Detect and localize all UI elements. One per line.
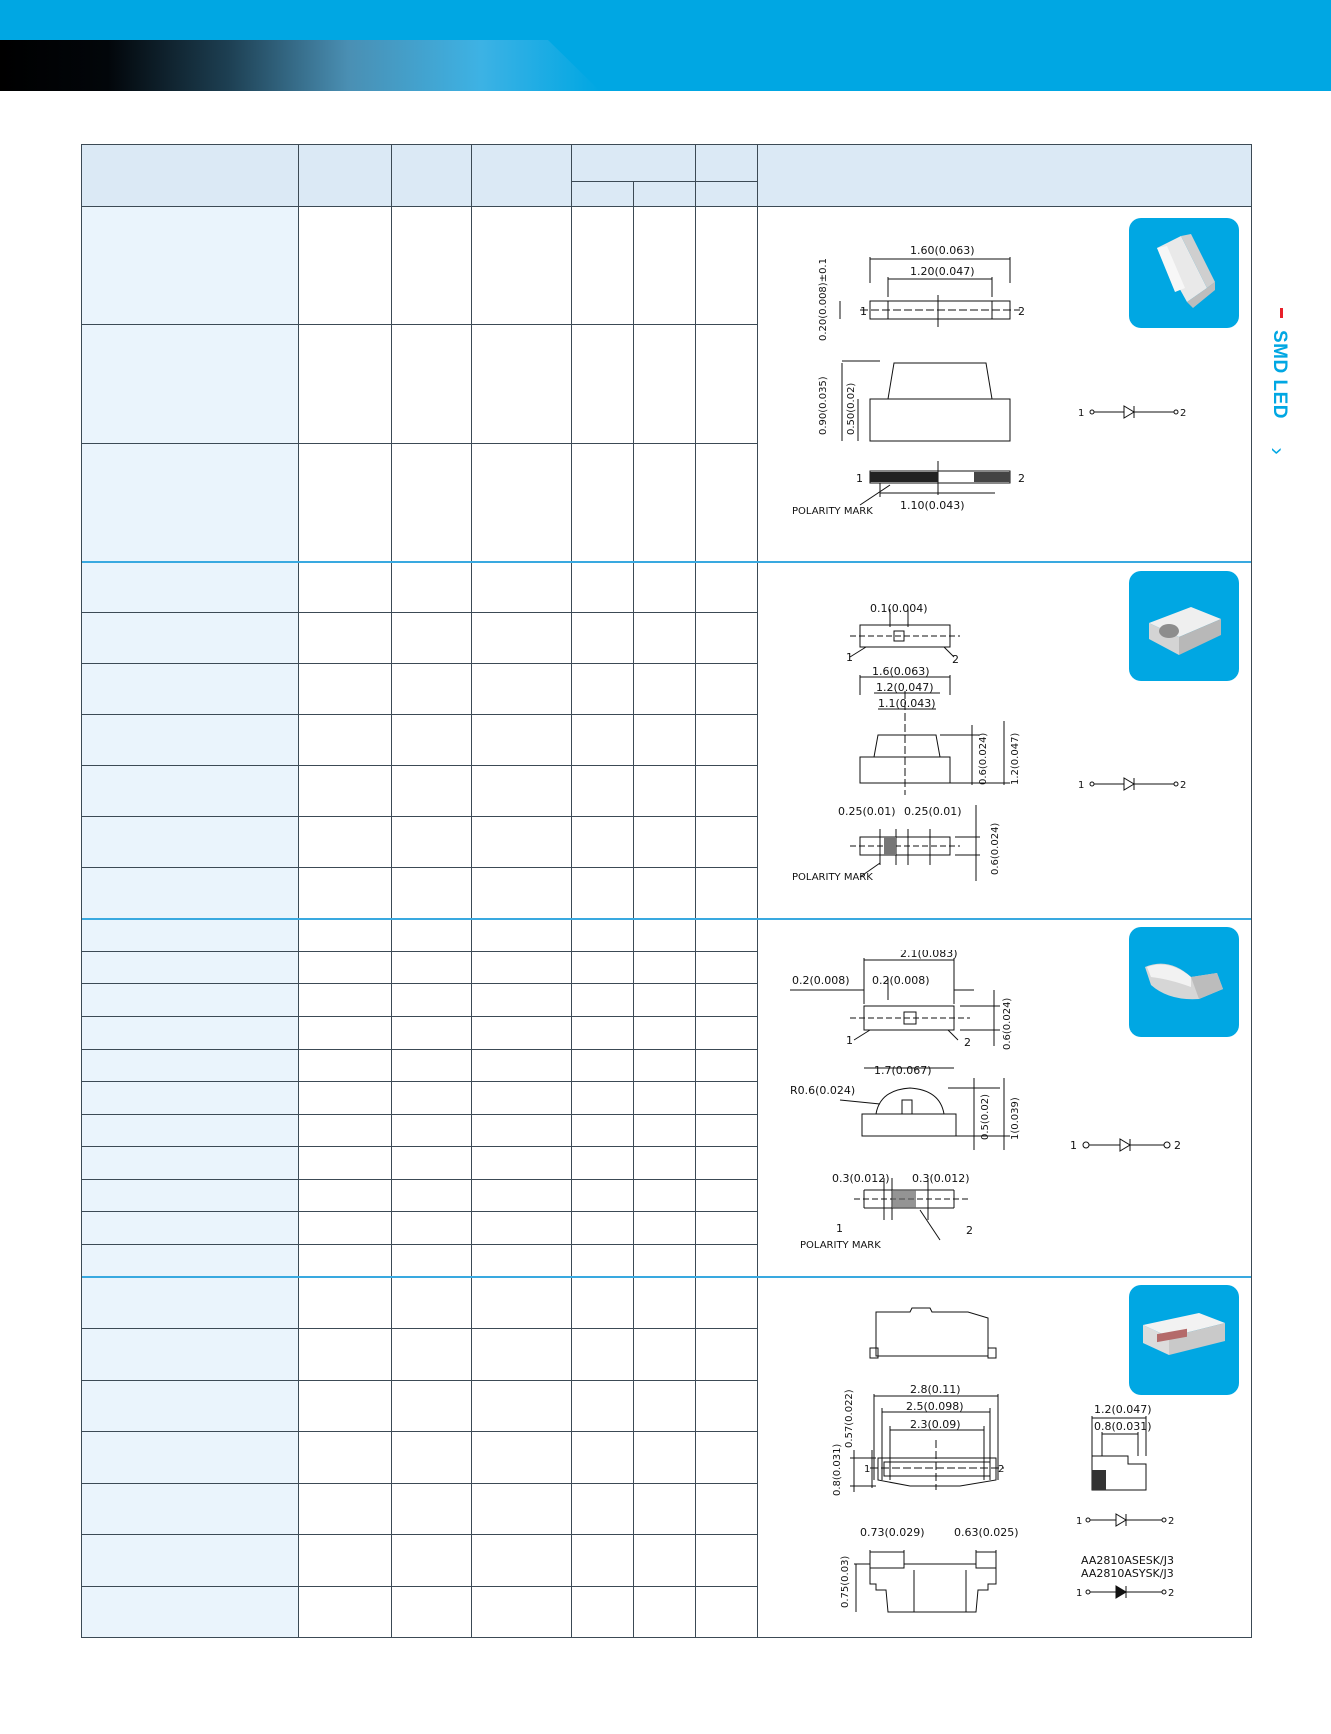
svg-text:0.25(0.01): 0.25(0.01) [904,805,962,818]
side-view-drawing-4 [1076,1400,1196,1510]
dimension-drawing-2 [770,595,1040,895]
svg-text:0.57(0.022): 0.57(0.022) [844,1389,855,1448]
svg-text:0.6(0.024): 0.6(0.024) [978,732,989,785]
svg-text:2: 2 [1180,408,1187,419]
chevron-right-icon: › [1265,447,1291,455]
svg-text:2: 2 [1168,1588,1175,1599]
table-header [82,145,1251,206]
side-tab[interactable] [1265,308,1302,468]
svg-text:2: 2 [1180,780,1187,791]
svg-text:1: 1 [836,1222,843,1235]
svg-text:1: 1 [856,472,863,485]
svg-text:0.2(0.008): 0.2(0.008) [872,974,930,987]
svg-text:2.1(0.083): 2.1(0.083) [900,950,958,960]
product-photo-4 [1129,1285,1239,1395]
svg-text:0.25(0.01): 0.25(0.01) [838,805,896,818]
svg-text:1: 1 [846,651,853,664]
diode-symbols-4 [1076,1508,1206,1618]
svg-text:1.1(0.043): 1.1(0.043) [878,697,936,710]
svg-text:1.2(0.047): 1.2(0.047) [876,681,934,694]
svg-text:POLARITY MARK: POLARITY MARK [792,872,873,883]
svg-text:1.20(0.047): 1.20(0.047) [910,265,975,278]
svg-text:1: 1 [1070,1139,1077,1152]
svg-text:1.7(0.067): 1.7(0.067) [874,1064,932,1077]
svg-text:2: 2 [1168,1516,1175,1527]
svg-text:1.6(0.063): 1.6(0.063) [872,665,930,678]
svg-text:2.5(0.098): 2.5(0.098) [906,1400,964,1413]
svg-text:0.8(0.031): 0.8(0.031) [1094,1420,1152,1433]
diode-symbol-2 [1076,772,1196,796]
svg-text:1: 1 [846,1034,853,1047]
svg-text:POLARITY MARK: POLARITY MARK [800,1240,881,1251]
side-tab-label: SMD LED [1269,330,1290,419]
svg-text:2.3(0.09): 2.3(0.09) [910,1418,961,1431]
svg-text:AA2810ASYSK/J3: AA2810ASYSK/J3 [1081,1567,1174,1580]
svg-text:1: 1 [1076,1588,1083,1599]
svg-text:2: 2 [1174,1139,1181,1152]
svg-text:0.90(0.035): 0.90(0.035) [818,376,829,435]
svg-text:0.75(0.03): 0.75(0.03) [840,1555,851,1608]
svg-text:1.2(0.047): 1.2(0.047) [1010,732,1021,785]
svg-text:POLARITY MARK: POLARITY MARK [792,506,873,517]
svg-text:2: 2 [964,1036,971,1049]
diode-symbol-1 [1076,400,1196,424]
diode-symbol-3 [1068,1133,1198,1157]
svg-text:1.2(0.047): 1.2(0.047) [1094,1403,1152,1416]
svg-text:1.60(0.063): 1.60(0.063) [910,244,975,257]
svg-text:1: 1 [1078,408,1085,419]
svg-text:R0.6(0.024): R0.6(0.024) [790,1084,856,1097]
svg-text:1: 1 [860,305,867,318]
svg-text:0.1(0.004): 0.1(0.004) [870,602,928,615]
svg-text:1(0.039): 1(0.039) [1010,1097,1021,1140]
svg-text:AA2810ASESK/J3: AA2810ASESK/J3 [1081,1554,1174,1567]
svg-text:2: 2 [1018,472,1025,485]
svg-text:1: 1 [1078,780,1085,791]
svg-text:0.3(0.012): 0.3(0.012) [912,1172,970,1185]
svg-text:2: 2 [952,653,959,666]
svg-text:1: 1 [1076,1516,1083,1527]
svg-text:0.73(0.029): 0.73(0.029) [860,1526,925,1539]
dimension-drawing-3 [780,950,1040,1260]
header-gradient-band [0,40,600,91]
svg-text:0.63(0.025): 0.63(0.025) [954,1526,1019,1539]
dimension-drawing-1 [770,235,1050,535]
svg-text:2: 2 [998,1464,1005,1475]
svg-text:0.5(0.02): 0.5(0.02) [980,1094,991,1140]
svg-text:0.6(0.024): 0.6(0.024) [990,822,1001,875]
svg-text:0.3(0.012): 0.3(0.012) [832,1172,890,1185]
svg-text:0.6(0.024): 0.6(0.024) [1002,997,1013,1050]
svg-text:2: 2 [1018,305,1025,318]
dimension-drawing-4 [800,1300,1040,1630]
svg-text:0.50(0.02): 0.50(0.02) [846,382,857,435]
side-tab-marker [1280,308,1283,318]
product-photo-3 [1129,927,1239,1037]
product-photo-1 [1129,218,1239,328]
product-photo-2 [1129,571,1239,681]
svg-text:0.20(0.008)±0.1: 0.20(0.008)±0.1 [818,258,829,341]
svg-text:2: 2 [966,1224,973,1237]
svg-text:0.2(0.008): 0.2(0.008) [792,974,850,987]
svg-text:0.8(0.031): 0.8(0.031) [832,1443,843,1496]
svg-text:1.10(0.043): 1.10(0.043) [900,499,965,512]
column-part-number [82,207,298,1637]
svg-text:2.8(0.11): 2.8(0.11) [910,1383,961,1396]
svg-text:1: 1 [864,1464,871,1475]
